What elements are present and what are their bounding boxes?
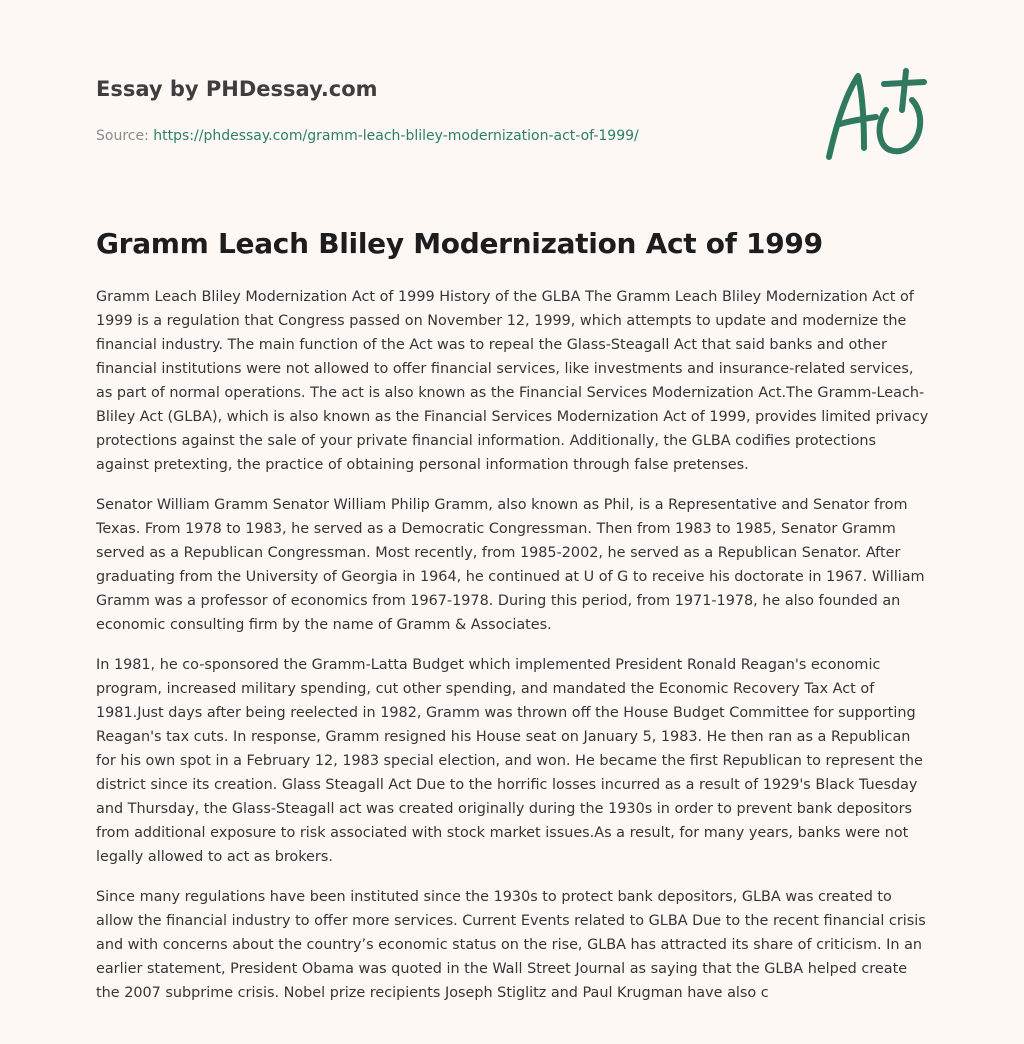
a-plus-logo-icon: [820, 66, 930, 166]
source-line: [96, 126, 736, 146]
essay-paragraph: Since many regulations have been instituted since the 1930s to protect bank depositors, GLBA was created to allow the financial industry to offer more services. Current Events related to GLBA Due to the recent financial crisis and with concerns about the country’s economic status on the rise, GLBA has attracted its share of criticism. In an earlier statement, President Obama was quoted in the Wall Street Journal as saying that the GLBA helped create the 2007 subprime crisis. Nobel prize recipients Joseph Stiglitz and Paul Krugman have also c: [96, 889, 926, 1001]
a-plus-logo-svg: [820, 66, 930, 166]
source-label: Source:: [96, 128, 154, 144]
page-header: [96, 74, 736, 146]
essay-paragraph: Gramm Leach Bliley Modernization Act of 1999 History of the GLBA The Gramm Leach Bliley Modernization Act of 1999 is a regulation that Congress passed on November 12, 1999, which attempts to update and modernize the financial industry. The main function of the Act was to repeal the Glass-Steagall Act that said banks and other financial institutions were not allowed to offer financial services, like investments and insurance-related services, as part of normal operations. The act is also known as the Financial Services Modernization Act.The Gramm-Leach-Bliley Act (GLBA), which is also known as the Financial Services Modernization Act of 1999, provides limited privacy protections against the sale of your private financial information. Additionally, the GLBA codifies protections against pretexting, the practice of obtaining personal information through false pretenses.: [96, 289, 929, 473]
essay-title: Gramm Leach Bliley Modernization Act of 1999: [96, 227, 823, 260]
source-link[interactable]: https://phdessay.com/gramm-leach-bliley-modernization-act-of-1999/: [153, 128, 639, 144]
essay-paragraph: Senator William Gramm Senator William Philip Gramm, also known as Phil, is a Representative and Senator from Texas. From 1978 to 1983, he served as a Democratic Congressman. Then from 1983 to 1985, Senator Gramm served as a Republican Congressman. Most recently, from 1985-2002, he served as a Republican Senator. After graduating from the University of Georgia in 1964, he continued at U of G to receive his doctorate in 1967. William Gramm was a professor of economics from 1967-1978. During this period, from 1971-1978, he also founded an economic consulting firm by the name of Gramm & Associates.: [96, 497, 925, 633]
essay-paragraph: In 1981, he co-sponsored the Gramm-Latta Budget which implemented President Ronald Reagan's economic program, increased military spending, cut other spending, and mandated the Economic Recovery Tax Act of 1981.Just days after being reelected in 1982, Gramm was thrown off the House Budget Committee for supporting Reagan's tax cuts. In response, Gramm resigned his House seat on January 5, 1983. He then ran as a Republican for his own spot in a February 12, 1983 special election, and won. He became the first Republican to represent the district since its creation. Glass Steagall Act Due to the horrific losses incurred as a result of 1929's Black Tuesday and Thursday, the Glass-Steagall act was created originally during the 1930s in order to prevent bank depositors from additional exposure to risk associated with stock market issues.As a result, for many years, banks were not legally allowed to act as brokers.: [96, 657, 923, 865]
site-brand: Essay by PHDessay.com: [96, 77, 378, 101]
essay-body: [96, 285, 930, 1021]
